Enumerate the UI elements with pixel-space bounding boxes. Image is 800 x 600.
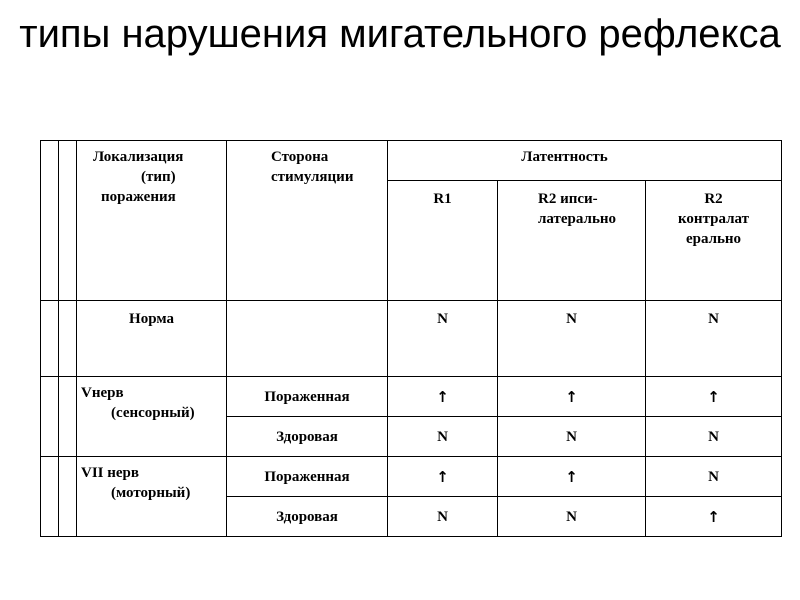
r2-ipsi-cell — [498, 457, 646, 497]
arrow-up-icon: ↑ — [436, 387, 449, 406]
empty-cell — [41, 457, 59, 537]
r1-cell — [388, 377, 498, 417]
r2-contra-cell: N — [646, 417, 782, 457]
row-label-vii-nerve: VII нерв (моторный) — [77, 457, 227, 537]
header-r2-ipsilateral: R2 ипси- латерально — [498, 181, 646, 301]
r2-contra-cell: N — [646, 301, 782, 377]
r1-cell: N — [388, 497, 498, 537]
header-r1: R1 — [388, 181, 498, 301]
row-label-norm: Норма — [77, 301, 227, 377]
slide-title: типы нарушения мигательного рефлекса — [19, 12, 781, 56]
empty-column-1 — [41, 141, 59, 301]
r2-ipsi-cell: N — [498, 497, 646, 537]
r2-ipsi-cell: N — [498, 301, 646, 377]
header-r2-contralateral: R2 контралат ерально — [646, 181, 782, 301]
stimulation-side-cell: Здоровая — [227, 497, 388, 537]
arrow-up-icon: ↑ — [565, 467, 578, 486]
row-label-v-nerve: Vнерв (сенсорный) — [77, 377, 227, 457]
arrow-up-icon: ↑ — [707, 387, 720, 406]
r1-cell: N — [388, 301, 498, 377]
stimulation-side-cell: Пораженная — [227, 457, 388, 497]
stimulation-side-cell — [227, 301, 388, 377]
r2-ipsi-cell — [498, 377, 646, 417]
header-localization: Локализация (тип) поражения — [77, 141, 227, 301]
empty-cell — [41, 377, 59, 457]
blink-reflex-table — [40, 140, 782, 537]
empty-cell — [41, 301, 59, 377]
r1-cell: N — [388, 417, 498, 457]
stimulation-side-cell: Здоровая — [227, 417, 388, 457]
arrow-up-icon: ↑ — [707, 507, 720, 526]
empty-cell — [59, 301, 77, 377]
empty-cell — [59, 377, 77, 457]
r2-contra-cell — [646, 377, 782, 417]
r2-contra-cell — [646, 497, 782, 537]
header-stimulation-side: Сторона стимуляции — [227, 141, 388, 301]
stimulation-side-cell: Пораженная — [227, 377, 388, 417]
arrow-up-icon: ↑ — [565, 387, 578, 406]
table-row-vii-nerve-affected — [41, 457, 782, 497]
r2-contra-cell: N — [646, 457, 782, 497]
header-latency: Латентность — [388, 141, 782, 181]
r1-cell — [388, 457, 498, 497]
empty-cell — [59, 457, 77, 537]
r2-ipsi-cell: N — [498, 417, 646, 457]
empty-column-2 — [59, 141, 77, 301]
table-row-v-nerve-affected — [41, 377, 782, 417]
table-row-norm — [41, 301, 782, 377]
arrow-up-icon: ↑ — [436, 467, 449, 486]
